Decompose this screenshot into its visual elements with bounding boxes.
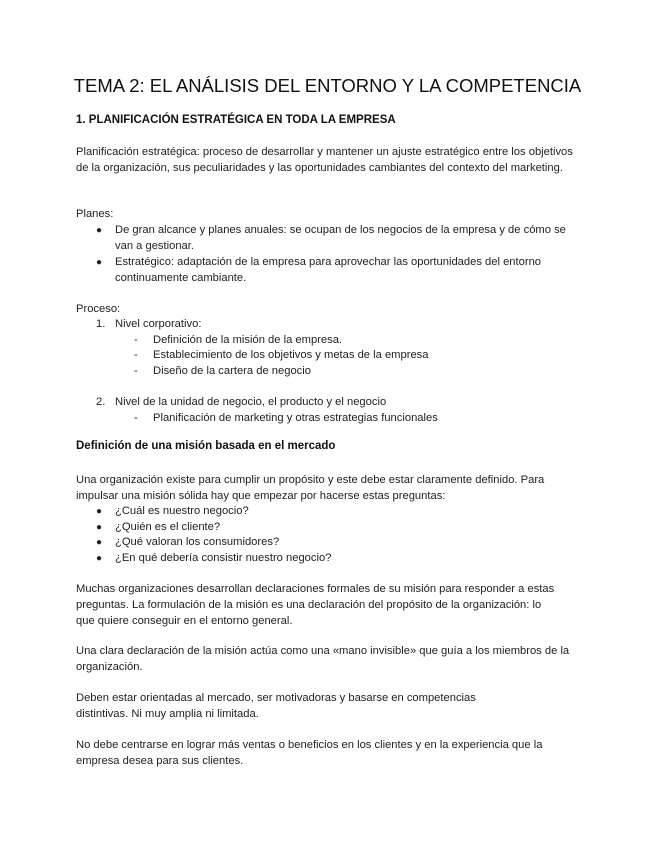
question-item: ¿Cuál es nuestro negocio?	[115, 505, 249, 517]
question-item: ¿Quién es el cliente?	[115, 521, 221, 533]
process-subitem: Establecimiento de los objetivos y metas de la empresa	[153, 349, 429, 361]
bullet-marker: ●	[96, 225, 103, 236]
plans-label: Planes:	[76, 208, 114, 220]
bullet-marker: ●	[96, 257, 103, 268]
process-step-label: Nivel corporativo:	[115, 318, 202, 330]
bullet-marker: ●	[96, 522, 103, 533]
mission-heading: Definición de una misión basada en el mercado	[76, 440, 336, 452]
bullet-marker: ●	[96, 537, 103, 548]
dash-marker: -	[134, 412, 138, 424]
page-title: TEMA 2: EL ANÁLISIS DEL ENTORNO Y LA COMPETENCIA	[73, 75, 582, 96]
process-subitem: Definición de la misión de la empresa.	[153, 334, 343, 346]
body-paragraph: Muchas organizaciones desarrollan declaraciones formales de su misión para responder a estas preguntas. La formulación de la misión es una declaración del propósito de la organización: lo que quiere conseguir en el entorno general.	[76, 583, 555, 627]
step-number: 1.	[96, 318, 106, 330]
process-subitem: Planificación de marketing y otras estrategias funcionales	[153, 412, 438, 424]
body-paragraph: Deben estar orientadas al mercado, ser motivadoras y basarse en competencias distintivas. Ni muy amplia ni limitada.	[76, 692, 476, 720]
dash-marker: -	[134, 365, 138, 377]
mission-intro-paragraph: Una organización existe para cumplir un propósito y este debe estar claramente definido. Para impulsar una misión sólida hay que empezar por hacerse estas preguntas:	[76, 474, 545, 502]
process-step-label: Nivel de la unidad de negocio, el producto y el negocio	[115, 396, 387, 408]
dash-marker: -	[134, 349, 138, 361]
plan-item: Estratégico: adaptación de la empresa para aprovechar las oportunidades del entorno continuamente cambiante.	[115, 256, 542, 284]
dash-marker: -	[134, 334, 138, 346]
question-item: ¿En qué debería consistir nuestro negocio?	[115, 552, 332, 564]
plan-item: De gran alcance y planes anuales: se ocupan de los negocios de la empresa y de cómo se van a gestionar.	[115, 224, 566, 252]
question-item: ¿Qué valoran los consumidores?	[115, 536, 280, 548]
section-1-heading: 1. PLANIFICACIÓN ESTRATÉGICA EN TODA LA EMPRESA	[76, 114, 396, 126]
process-label: Proceso:	[76, 303, 121, 315]
process-subitem: Diseño de la cartera de negocio	[153, 365, 311, 377]
bullet-marker: ●	[96, 506, 103, 517]
body-paragraph: No debe centrarse en lograr más ventas o beneficios en los clientes y en la experiencia que la empresa desea para sus clientes.	[76, 739, 543, 767]
step-number: 2.	[96, 396, 106, 408]
body-paragraph: Una clara declaración de la misión actúa como una «mano invisible» que guía a los miembros de la organización.	[76, 645, 570, 673]
bullet-marker: ●	[96, 553, 103, 564]
definition-paragraph: Planificación estratégica: proceso de desarrollar y mantener un ajuste estratégico entre los objetivos de la organización, sus peculiaridades y las oportunidades cambiantes del contexto del marketing.	[76, 146, 573, 174]
